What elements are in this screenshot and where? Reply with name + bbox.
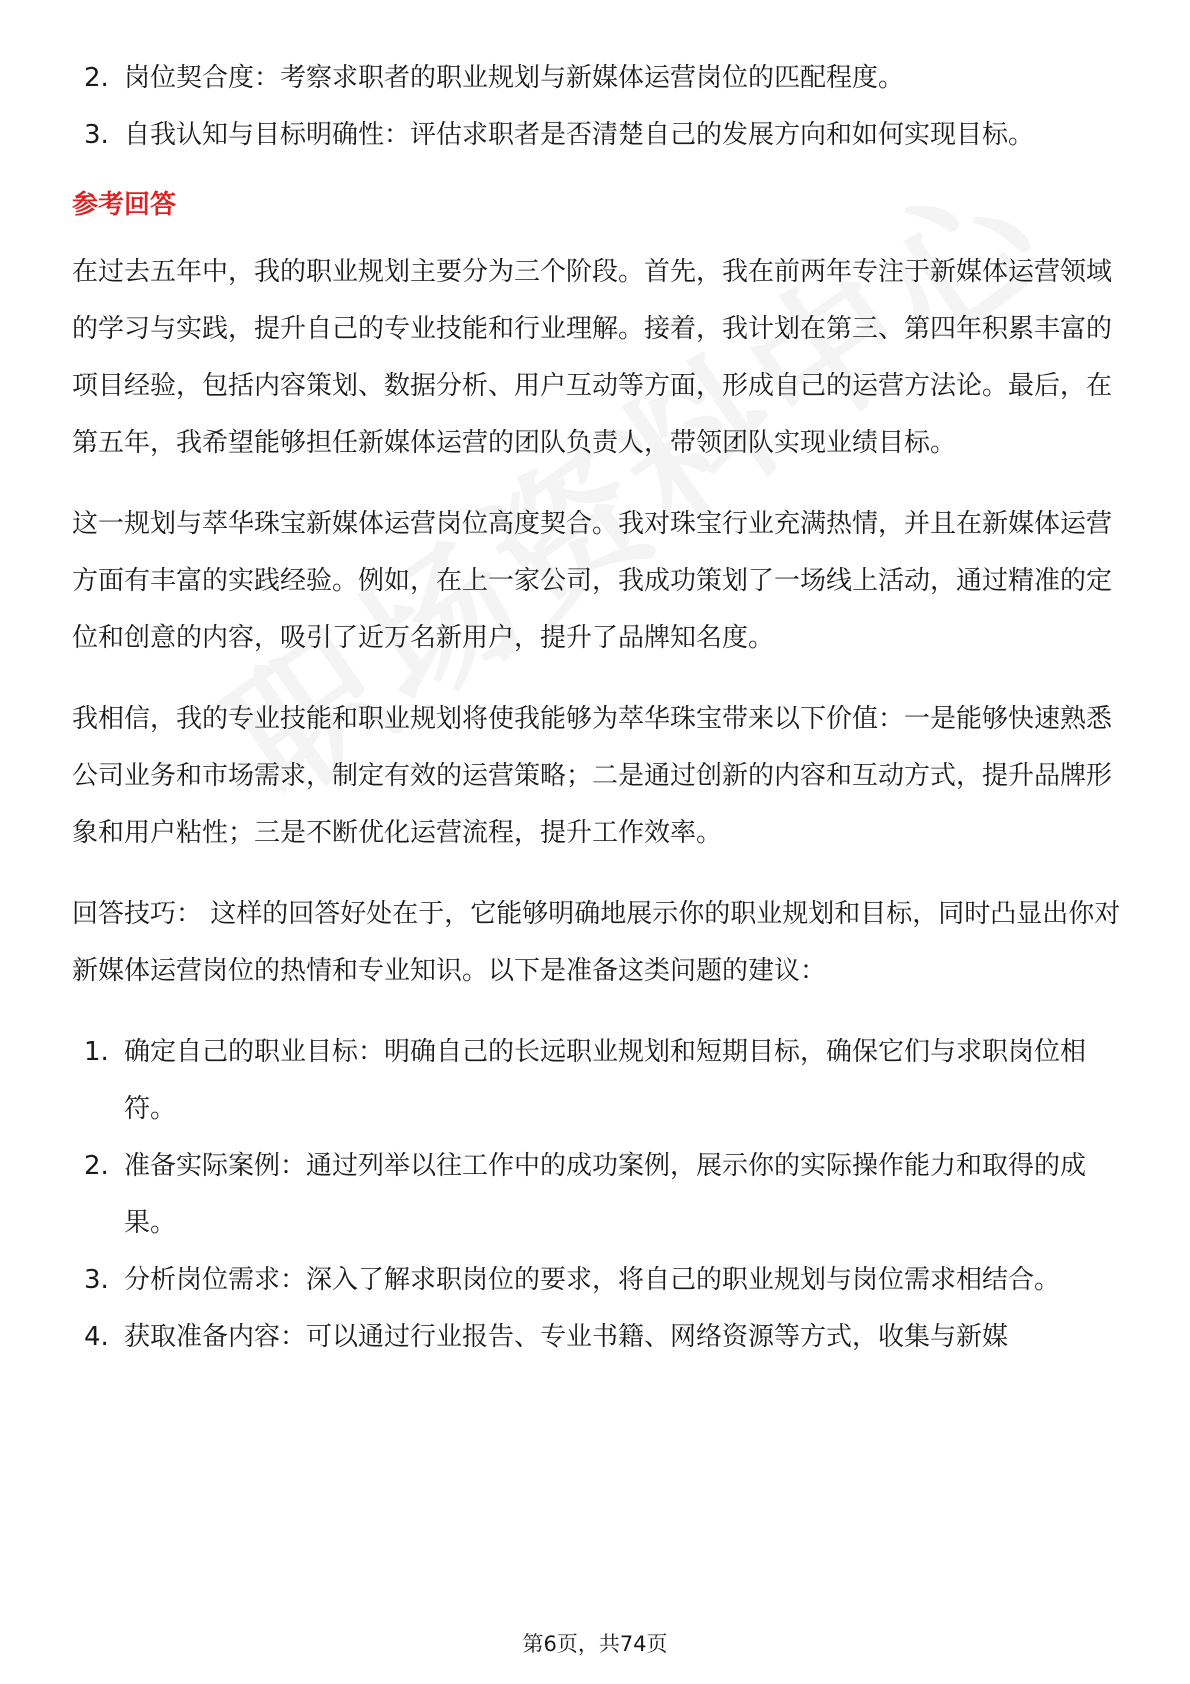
list-item	[72, 1024, 1122, 1138]
list-text: 确定自己的职业目标：明确自己的长远职业规划和短期目标，确保它们与求职岗位相符。	[124, 1037, 1087, 1124]
page-footer: 第6页，共74页	[522, 1632, 668, 1656]
page-content	[72, 50, 1122, 1366]
list-number: 2.	[84, 1151, 109, 1181]
list-item	[72, 50, 1122, 107]
list-item	[72, 1252, 1122, 1309]
list-number: 4.	[84, 1322, 109, 1352]
list-number: 1.	[84, 1037, 109, 1067]
list-item	[72, 1138, 1122, 1252]
paragraph: 在过去五年中，我的职业规划主要分为三个阶段。首先，我在前两年专注于新媒体运营领域的学习与实践，提升自己的专业技能和行业理解。接着，我计划在第三、第四年积累丰富的项目经验，包括内容策划、数据分析、用户互动等方面，形成自己的运营方法论。最后，在第五年，我希望能够担任新媒体运营的团队负责人，带领团队实现业绩目标。	[72, 257, 1113, 458]
list-item	[72, 1309, 1122, 1366]
tips-list	[72, 1024, 1122, 1366]
list-text: 分析岗位需求：深入了解求职岗位的要求，将自己的职业规划与岗位需求相结合。	[124, 1265, 1061, 1295]
list-number: 3.	[84, 1265, 109, 1295]
paragraph: 我相信，我的专业技能和职业规划将使我能够为萃华珠宝带来以下价值：一是能够快速熟悉公司业务和市场需求，制定有效的运营策略；二是通过创新的内容和互动方式，提升品牌形象和用户粘性；三是不断优化运营流程，提升工作效率。	[72, 704, 1113, 848]
criteria-list	[72, 50, 1122, 164]
list-number: 3.	[84, 120, 109, 150]
list-item	[72, 107, 1122, 164]
section-heading: 参考回答	[72, 190, 177, 220]
list-text: 岗位契合度：考察求职者的职业规划与新媒体运营岗位的匹配程度。	[124, 63, 905, 93]
paragraph: 回答技巧： 这样的回答好处在于，它能够明确地展示你的职业规划和目标，同时凸显出你对新媒体运营岗位的热情和专业知识。以下是准备这类问题的建议：	[72, 899, 1121, 986]
list-text: 获取准备内容：可以通过行业报告、专业书籍、网络资源等方式，收集与新媒	[124, 1322, 1009, 1352]
list-number: 2.	[84, 63, 109, 93]
list-text: 准备实际案例：通过列举以往工作中的成功案例，展示你的实际操作能力和取得的成果。	[124, 1151, 1087, 1238]
list-text: 自我认知与目标明确性：评估求职者是否清楚自己的发展方向和如何实现目标。	[124, 120, 1035, 150]
paragraph: 这一规划与萃华珠宝新媒体运营岗位高度契合。我对珠宝行业充满热情，并且在新媒体运营方面有丰富的实践经验。例如，在上一家公司，我成功策划了一场线上活动，通过精准的定位和创意的内容，吸引了近万名新用户，提升了品牌知名度。	[72, 509, 1113, 653]
